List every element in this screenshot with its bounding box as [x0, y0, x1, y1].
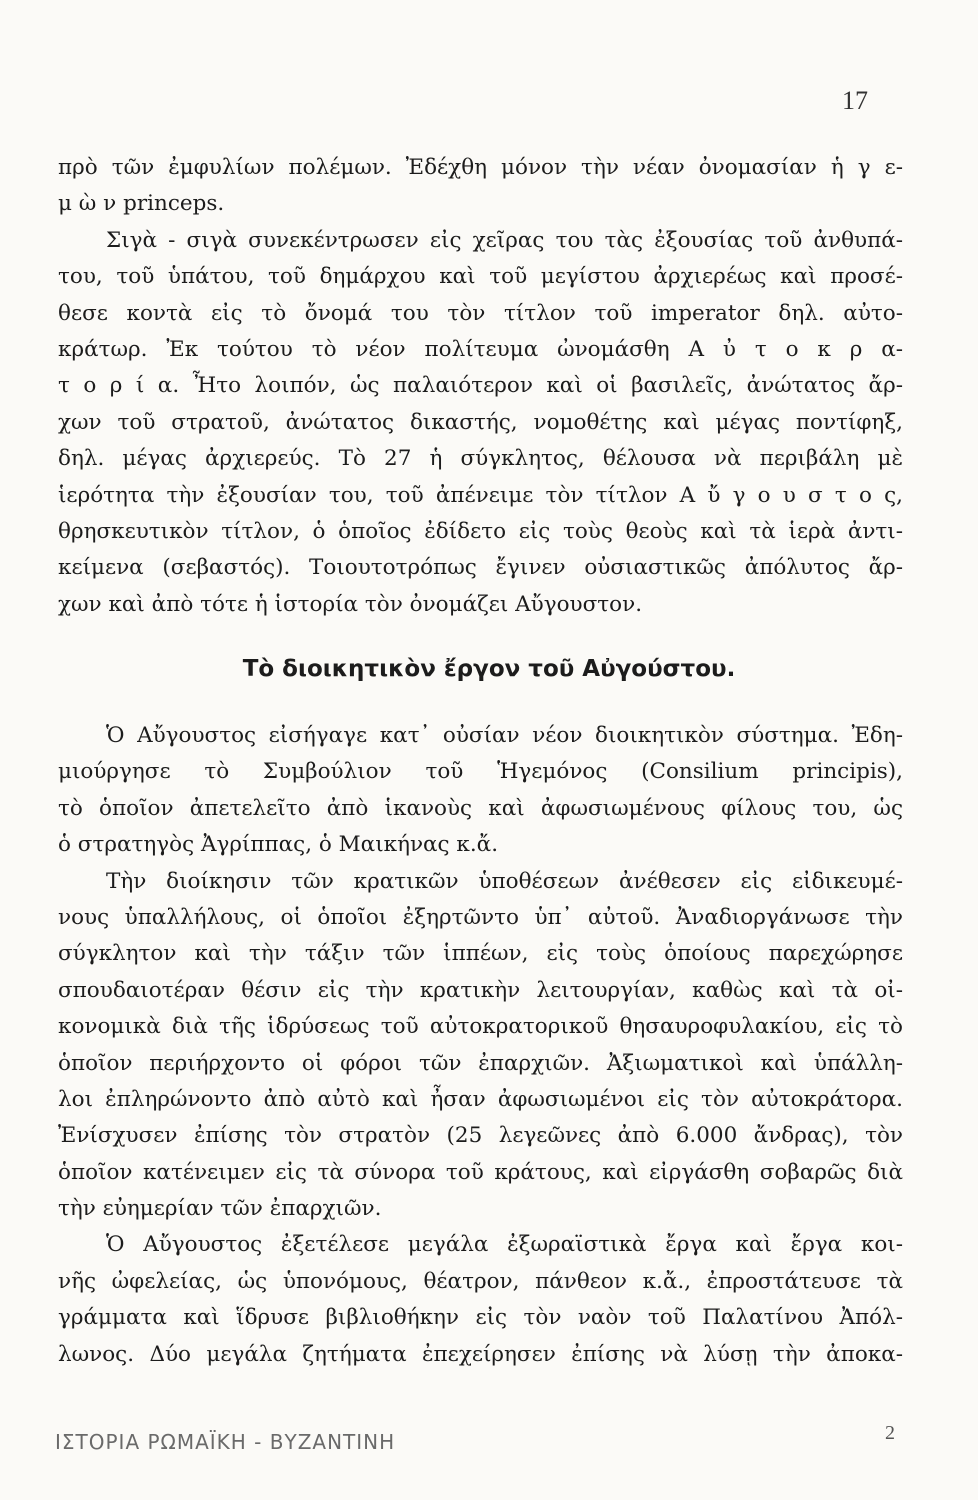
text-line: μ ὼ ν princeps.	[58, 191, 225, 217]
body-text-top	[58, 150, 903, 623]
body-text-bottom	[58, 718, 903, 1373]
text-line: Ὁ Αὔγουστος εἰσήγαγε κατ᾽ οὐσίαν νέον διοικητικὸν σύστημα. Ἐδη-	[106, 723, 903, 748]
text-line: λοι ἐπληρώνοντο ἀπὸ αὐτὸ καὶ ἦσαν ἀφωσιωμένοι εἰς τὸν αὐτοκράτορα.	[58, 1086, 903, 1112]
footer-book-title: ΙΣΤΟΡΙΑ ΡΩΜΑΪΚΗ - ΒΥΖΑΝΤΙΝΗ	[55, 1430, 396, 1454]
text-line: ὁποῖον κατένειμεν εἰς τὰ σύνορα τοῦ κράτους, καὶ εἰργάσθη σοβαρῶς διὰ	[58, 1159, 903, 1185]
text-line: χων καὶ ἀπὸ τότε ἡ ἱστορία τὸν ὀνομάζει Αὔγουστον.	[58, 591, 643, 617]
text-line: πρὸ τῶν ἐμφυλίων πολέμων. Ἐδέχθη μόνον τὴν νέαν ὀνομασίαν ἡ γ ε-	[58, 155, 903, 180]
text-line: ἱερότητα τὴν ἐξουσίαν του, τοῦ ἀπένειμε τὸν τίτλον Α ὔ γ ο υ σ τ ο ς,	[58, 482, 903, 508]
text-line: Ἐνίσχυσεν ἐπίσης τὸν στρατὸν (25 λεγεῶνες ἀπὸ 6.000 ἄνδρας), τὸν	[58, 1123, 903, 1149]
text-line: του, τοῦ ὑπάτου, τοῦ δημάρχου καὶ τοῦ μεγίστου ἀρχιερέως καὶ προσέ-	[58, 264, 903, 290]
text-line: κράτωρ. Ἐκ τούτου τὸ νέον πολίτευμα ὠνομάσθη Α ὐ τ ο κ ρ α-	[58, 336, 903, 362]
text-line: μιούργησε τὸ Συμβούλιον τοῦ Ἡγεμόνος (Consilium principis),	[58, 759, 903, 785]
page-number: 17	[842, 86, 868, 115]
text-line: τὸ ὁποῖον ἀπετελεῖτο ἀπὸ ἱκανοὺς καὶ ἀφωσιωμένους φίλους του, ὡς	[58, 795, 903, 821]
text-line: θεσε κοντὰ εἰς τὸ ὄνομά του τὸν τίτλον τοῦ imperator δηλ. αὐτο-	[58, 300, 903, 326]
text-line: κονομικὰ διὰ τῆς ἱδρύσεως τοῦ αὐτοκρατορικοῦ θησαυροφυλακίου, εἰς τὸ	[58, 1014, 903, 1040]
text-line: τ ο ρ ί α. Ἦτο λοιπόν, ὡς παλαιότερον καὶ οἱ βασιλεῖς, ἀνώτατος ἄρ-	[58, 373, 903, 399]
text-line: κείμενα (σεβαστός). Τοιουτοτρόπως ἔγινεν οὐσιαστικῶς ἀπόλυτος ἄρ-	[58, 555, 903, 581]
text-line: δηλ. μέγας ἀρχιερεύς. Τὸ 27 ἡ σύγκλητος, θέλουσα νὰ περιβάλη μὲ	[58, 446, 903, 472]
text-line: Ὁ Αὔγουστος ἐξετέλεσε μεγάλα ἐξωραϊστικὰ ἔργα καὶ ἔργα κοι-	[106, 1232, 903, 1258]
text-line: Σιγὰ - σιγὰ συνεκέντρωσεν εἰς χεῖρας του τὰς ἐξουσίας τοῦ ἀνθυπά-	[106, 227, 903, 253]
section-heading: Τὸ διοικητικὸν ἔργον τοῦ Αὐγούστου.	[242, 656, 736, 682]
text-line: λωνος. Δύο μεγάλα ζητήματα ἐπεχείρησεν ἐπίσης νὰ λύσῃ τὴν ἀποκα-	[58, 1341, 903, 1367]
text-line: γράμματα καὶ ἵδρυσε βιβλιοθήκην εἰς τὸν ναὸν τοῦ Παλατίνου Ἀπόλ-	[58, 1305, 903, 1331]
text-line: τὴν εὐημερίαν τῶν ἐπαρχιῶν.	[58, 1196, 382, 1222]
text-line: χων τοῦ στρατοῦ, ἀνώτατος δικαστής, νομοθέτης καὶ μέγας ποντίφηξ,	[58, 409, 903, 435]
text-line: σπουδαιοτέραν θέσιν εἰς τὴν κρατικὴν λειτουργίαν, καθὼς καὶ τὰ οἰ-	[58, 977, 903, 1003]
text-line: Τὴν διοίκησιν τῶν κρατικῶν ὑποθέσεων ἀνέθεσεν εἰς εἰδικευμέ-	[106, 868, 903, 894]
text-line: σύγκλητον καὶ τὴν τάξιν τῶν ἱππέων, εἰς τοὺς ὁποίους παρεχώρησε	[58, 941, 903, 967]
text-line: ὁποῖον περιήρχοντο οἱ φόροι τῶν ἐπαρχιῶν. Ἀξιωματικοὶ καὶ ὑπάλλη-	[58, 1050, 903, 1076]
text-line: νῆς ὠφελείας, ὡς ὑπονόμους, θέατρον, πάνθεον κ.ἄ., ἐπροστάτευσε τὰ	[58, 1268, 903, 1294]
text-line: νους ὑπαλλήλους, οἱ ὁποῖοι ἐξηρτῶντο ὑπ᾽ αὐτοῦ. Ἀναδιοργάνωσε τὴν	[58, 904, 903, 930]
text-line: ὁ στρατηγὸς Ἀγρίππας, ὁ Μαικήνας κ.ἄ.	[58, 832, 499, 858]
text-line: θρησκευτικὸν τίτλον, ὁ ὁποῖος ἐδίδετο εἰς τοὺς θεοὺς καὶ τὰ ἱερὰ ἀντι-	[58, 518, 903, 544]
footer-signature-number: 2	[885, 1422, 895, 1444]
